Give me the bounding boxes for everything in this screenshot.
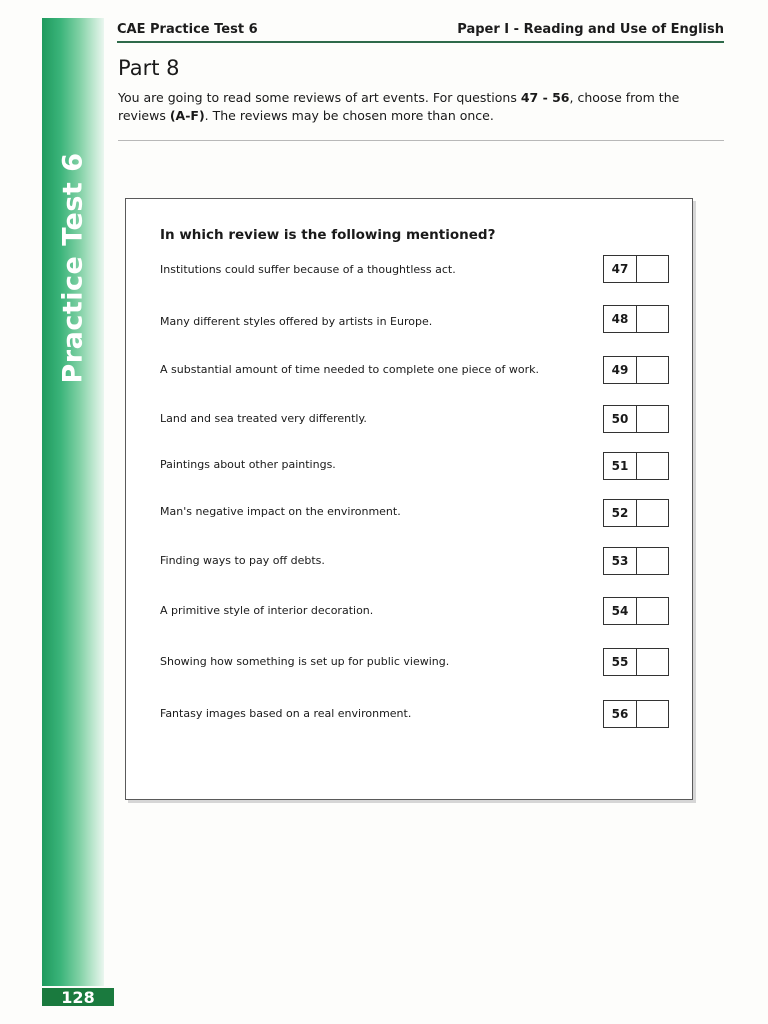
instructions-text-1: You are going to read some reviews of art events. For questions [118,90,521,105]
answer-slot[interactable] [637,548,668,574]
instructions-text-3: . The reviews may be chosen more than once. [204,108,494,123]
answer-box-51[interactable] [603,452,669,480]
section-divider [118,140,724,141]
answer-box-55[interactable] [603,648,669,676]
review-letters: (A-F) [169,108,205,123]
header-test-title: CAE Practice Test 6 [117,22,258,37]
answer-box-52[interactable] [603,499,669,527]
page-number: 128 [42,988,114,1006]
answer-box-47[interactable] [603,255,669,283]
answer-slot[interactable] [637,306,668,332]
question-text-52: Man's negative impact on the environment. [160,505,401,518]
question-text-47: Institutions could suffer because of a thoughtless act. [160,263,456,276]
answer-box-49[interactable] [603,356,669,384]
answer-slot[interactable] [637,701,668,727]
header-divider [117,41,724,43]
question-number: 48 [604,306,637,332]
question-text-53: Finding ways to pay off debts. [160,554,325,567]
answer-slot[interactable] [637,406,668,432]
question-number: 55 [604,649,637,675]
question-text-51: Paintings about other paintings. [160,458,336,471]
answer-slot[interactable] [637,500,668,526]
instructions [118,89,726,125]
answer-slot[interactable] [637,453,668,479]
question-number: 50 [604,406,637,432]
answer-slot[interactable] [637,256,668,282]
question-text-49: A substantial amount of time needed to complete one piece of work. [160,363,539,376]
sidebar-test-label: Practice Test 6 [57,152,89,384]
question-number: 51 [604,453,637,479]
question-number: 54 [604,598,637,624]
answer-slot[interactable] [637,357,668,383]
answer-box-53[interactable] [603,547,669,575]
question-text-48: Many different styles offered by artists in Europe. [160,315,433,328]
instructions-text-2: , choose from the reviews [118,90,680,123]
question-number: 49 [604,357,637,383]
question-number: 47 [604,256,637,282]
part-title: Part 8 [118,56,180,80]
question-text-55: Showing how something is set up for public viewing. [160,655,450,668]
answer-slot[interactable] [637,649,668,675]
question-text-56: Fantasy images based on a real environment. [160,707,412,720]
question-text-54: A primitive style of interior decoration. [160,604,374,617]
question-box-heading: In which review is the following mentioned? [160,227,496,243]
question-number: 56 [604,701,637,727]
answer-box-50[interactable] [603,405,669,433]
answer-box-54[interactable] [603,597,669,625]
question-range: 47 - 56 [520,90,570,105]
question-text-50: Land and sea treated very differently. [160,412,367,425]
question-number: 53 [604,548,637,574]
header-paper-title: Paper I - Reading and Use of English [457,22,724,37]
answer-box-56[interactable] [603,700,669,728]
answer-slot[interactable] [637,598,668,624]
question-box [125,198,693,800]
answer-box-48[interactable] [603,305,669,333]
question-number: 52 [604,500,637,526]
